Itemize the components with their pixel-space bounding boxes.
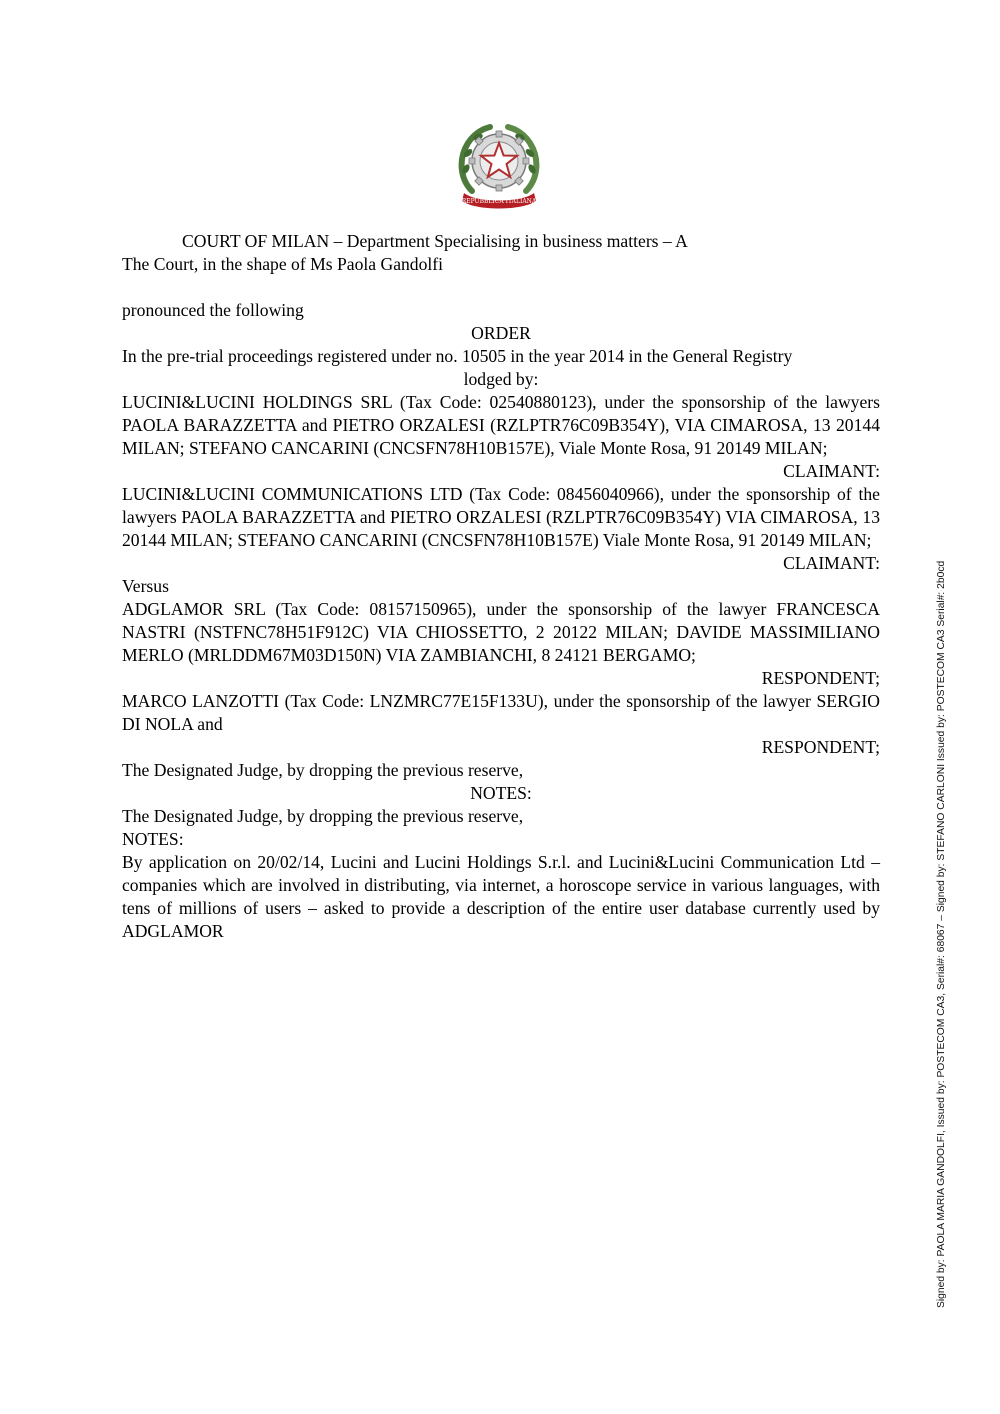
italian-republic-emblem: [456, 121, 542, 209]
versus-line: Versus: [122, 576, 169, 596]
notes-heading-centered: NOTES:: [470, 783, 532, 803]
judge-line-2: The Designated Judge, by dropping the previous reserve,: [122, 806, 524, 826]
role-respondent-2: RESPONDENT;: [761, 737, 880, 757]
party-respondent-1: ADGLAMOR SRL (Tax Code: 08157150965), under the sponsorship of the lawyer FRANCESCA NASTRI (NSTFNC78H51F912C) VIA CHIOSSETTO, 2 20122 MILAN; DAVIDE MASSIMILIANO MERLO (MRLDDM67M03D150N) VIA ZAMBIANCHI, 8 24121 BERGAMO;: [122, 599, 880, 665]
role-respondent-1: RESPONDENT;: [761, 668, 880, 688]
order-heading: ORDER: [471, 323, 531, 343]
lodged-by-line: lodged by:: [463, 369, 539, 389]
proceedings-paragraph: In the pre-trial proceedings registered under no. 10505 in the year 2014 in the General Registry: [122, 346, 793, 366]
judge-line-1: The Designated Judge, by dropping the previous reserve,: [122, 760, 524, 780]
party-claimant-1: LUCINI&LUCINI HOLDINGS SRL (Tax Code: 02540880123), under the sponsorship of the lawyers PAOLA BARAZZETTA and PIETRO ORZALESI (RZLPTR76C09B354Y), VIA CIMAROSA, 13 20144 MILAN; STEFANO CANCARINI (CNCSFN78H10B157E), Viale Monte Rosa, 91 20149 MILAN;: [122, 392, 880, 458]
pronounced-line: pronounced the following: [122, 300, 304, 320]
court-title: COURT OF MILAN – Department Specialising in business matters – A: [182, 231, 688, 251]
application-paragraph: By application on 20/02/14, Lucini and Lucini Holdings S.r.l. and Lucini&Lucini Communication Ltd – companies which are involved in distributing, via internet, a horoscope service in various languages, with tens of millions of users – asked to provide a description of the entire user database currently used by ADGLAMOR: [122, 852, 880, 941]
document-body: [122, 230, 880, 943]
digital-signature-stamp: Signed by: PAOLA MARIA GANDOLFI, Issued by: POSTECOM CA3, Serial#: 68067 – Signed by: STEFANO CARLONI Issued by: POSTECOM CA3 Serial#: 2b0cd: [936, 560, 947, 1308]
emblem-ribbon-text: REPUBBLICA ITALIANA: [461, 198, 537, 205]
party-claimant-2: LUCINI&LUCINI COMMUNICATIONS LTD (Tax Code: 08456040966), under the sponsorship of the lawyers PAOLA BARAZZETTA and PIETRO ORZALESI (RZLPTR76C09B354Y) VIA CIMAROSA, 13 20144 MILAN; STEFANO CANCARINI (CNCSFN78H10B157E) Viale Monte Rosa, 91 20149 MILAN;: [122, 484, 880, 550]
role-claimant-1: CLAIMANT:: [783, 461, 880, 481]
role-claimant-2: CLAIMANT:: [783, 553, 880, 573]
court-composition: The Court, in the shape of Ms Paola Gandolfi: [122, 254, 444, 274]
notes-heading-left: NOTES:: [122, 829, 184, 849]
party-respondent-2: MARCO LANZOTTI (Tax Code: LNZMRC77E15F133U), under the sponsorship of the lawyer SERGIO DI NOLA and: [122, 691, 880, 734]
